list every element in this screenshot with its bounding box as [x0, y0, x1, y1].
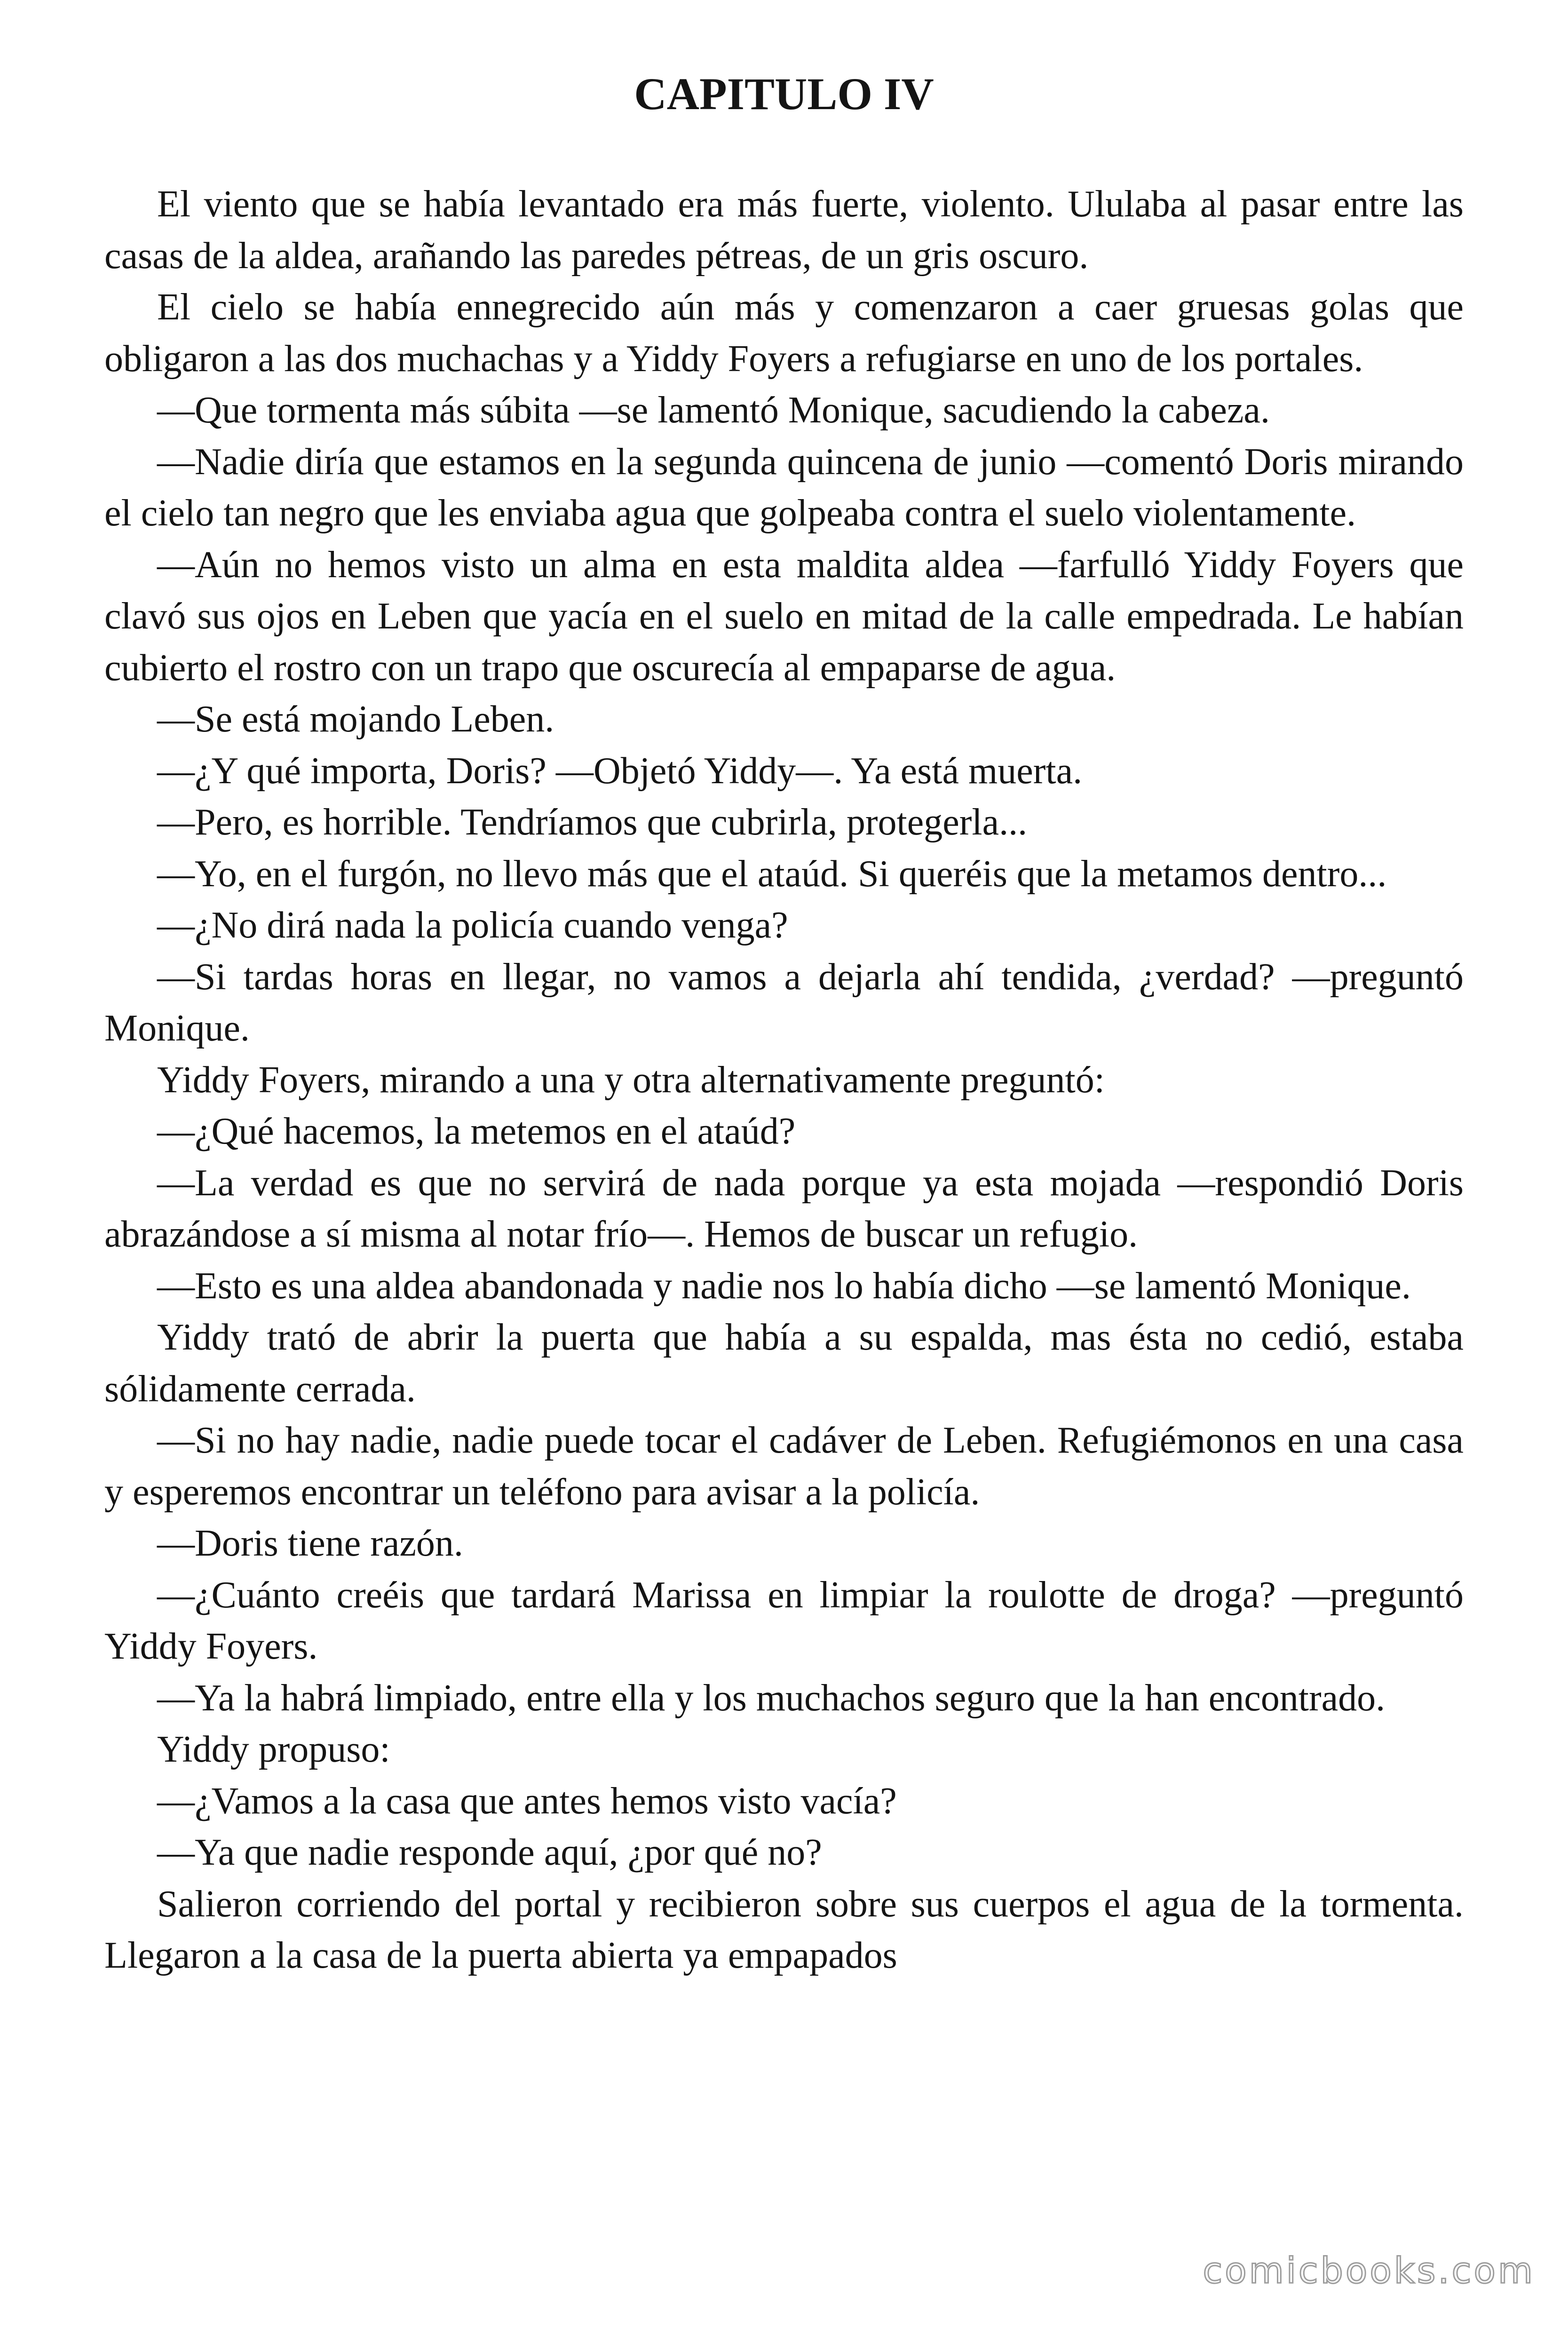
- paragraph: —¿Vamos a la casa que antes hemos visto vacía?: [157, 1780, 897, 1822]
- paragraph: —¿No dirá nada la policía cuando venga?: [157, 905, 788, 946]
- chapter-body: [104, 179, 1464, 1982]
- paragraph: —Ya que nadie responde aquí, ¿por qué no?: [157, 1832, 822, 1873]
- paragraph: Yiddy trató de abrir la puerta que había a su espalda, mas ésta no cedió, estaba sólidamente cerrada.: [104, 1317, 1464, 1410]
- paragraph: —Yo, en el furgón, no llevo más que el ataúd. Si queréis que la metamos dentro...: [157, 853, 1387, 895]
- paragraph: —Doris tiene razón.: [157, 1523, 463, 1564]
- site-watermark: comicbooks.com: [1203, 2249, 1535, 2291]
- paragraph: —Esto es una aldea abandonada y nadie nos lo había dicho —se lamentó Monique.: [157, 1265, 1411, 1307]
- paragraph: —¿Y qué importa, Doris? —Objetó Yiddy—. Ya está muerta.: [157, 750, 1083, 792]
- paragraph: Yiddy Foyers, mirando a una y otra alternativamente preguntó:: [157, 1059, 1105, 1101]
- paragraph: —¿Qué hacemos, la metemos en el ataúd?: [157, 1111, 796, 1152]
- paragraph: —Pero, es horrible. Tendríamos que cubrirla, protegerla...: [157, 802, 1028, 843]
- paragraph: —Nadie diría que estamos en la segunda quincena de junio —comentó Doris mirando el cielo tan negro que les enviaba agua que golpeaba contra el suelo violentamente.: [104, 441, 1464, 534]
- paragraph: —Aún no hemos visto un alma en esta maldita aldea —farfulló Yiddy Foyers que clavó sus ojos en Leben que yacía en el suelo en mitad de la calle empedrada. Le habían cubierto el rostro con un trapo que oscurecía al empaparse de agua.: [104, 544, 1464, 689]
- paragraph: —La verdad es que no servirá de nada porque ya esta mojada —respondió Doris abrazándose a sí misma al notar frío—. Hemos de buscar un refugio.: [104, 1162, 1464, 1255]
- paragraph: —Ya la habrá limpiado, entre ella y los muchachos seguro que la han encontrado.: [157, 1677, 1386, 1719]
- paragraph: Yiddy propuso:: [157, 1729, 390, 1770]
- paragraph: —Si no hay nadie, nadie puede tocar el cadáver de Leben. Refugiémonos en una casa y esperemos encontrar un teléfono para avisar a la policía.: [104, 1420, 1464, 1513]
- paragraph: El viento que se había levantado era más fuerte, violento. Ululaba al pasar entre las casas de la aldea, arañando las paredes pétreas, de un gris oscuro.: [104, 183, 1464, 277]
- paragraph: Salieron corriendo del portal y recibieron sobre sus cuerpos el agua de la tormenta. Llegaron a la casa de la puerta abierta ya empapados: [104, 1883, 1464, 1976]
- paragraph: —Se está mojando Leben.: [157, 699, 554, 740]
- paragraph: —Si tardas horas en llegar, no vamos a dejarla ahí tendida, ¿verdad? —preguntó Monique.: [104, 956, 1464, 1049]
- paragraph: —Que tormenta más súbita —se lamentó Monique, sacudiendo la cabeza.: [157, 389, 1270, 431]
- chapter-title: CAPITULO IV: [634, 69, 934, 119]
- paragraph: —¿Cuánto creéis que tardará Marissa en limpiar la roulotte de droga? —preguntó Yiddy Foyers.: [104, 1574, 1464, 1667]
- paragraph: El cielo se había ennegrecido aún más y comenzaron a caer gruesas golas que obligaron a las dos muchachas y a Yiddy Foyers a refugiarse en uno de los portales.: [104, 286, 1464, 380]
